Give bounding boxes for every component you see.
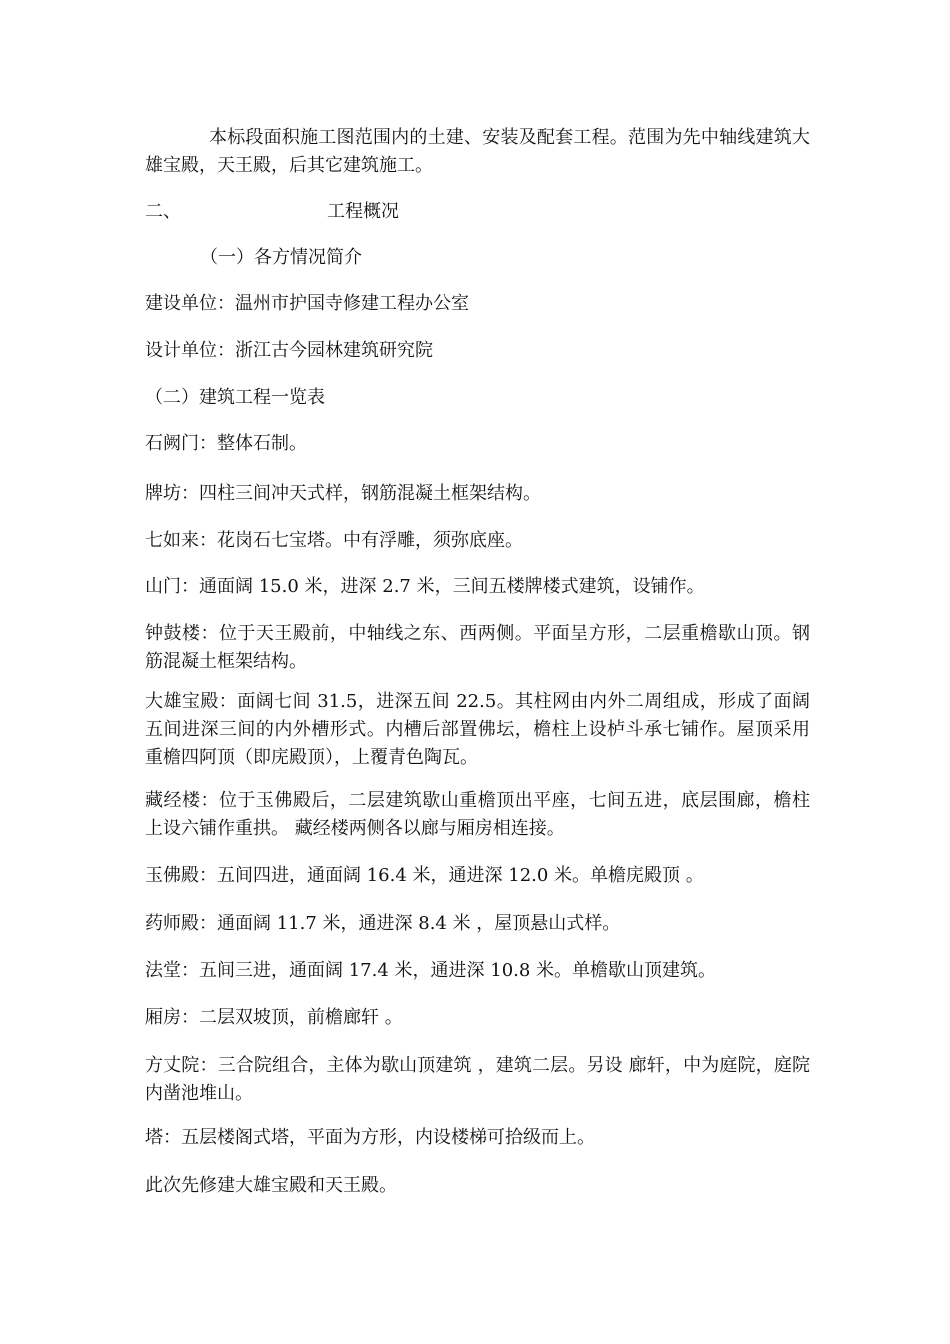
list-item-abbot-courtyard: 方丈院：三合院组合，主体为歇山顶建筑 ，建筑二层。另设 廊轩，中为庭院，庭院内凿池堆山。 <box>145 1055 810 1104</box>
list-item-medicine-buddha-hall: 药师殿：通面阔 11.7 米，通进深 8.4 米 ，屋顶悬山式样。 <box>145 913 621 934</box>
list-item-archway: 牌坊：四柱三间冲天式样，钢筋混凝土框架结构。 <box>145 483 541 504</box>
list-item-pagoda: 塔：五层楼阁式塔，平面为方形，内设楼梯可拾级而上。 <box>145 1127 595 1148</box>
section-title: 工程概况 <box>327 201 399 222</box>
subsection-heading-parties: （一）各方情况简介 <box>200 247 362 268</box>
owner-line: 建设单位：温州市护国寺修建工程办公室 <box>145 293 469 314</box>
list-item-main-hall: 大雄宝殿：面阔七间 31.5，进深五间 22.5。其柱网由内外二周组成，形成了面阔五间进深三间的内外槽形式。内槽后部置佛坛，檐柱上设栌斗承七铺作。屋顶采用重檐四阿顶（即庑殿顶），上覆青色陶瓦。 <box>145 691 810 768</box>
list-item-jade-buddha-hall: 玉佛殿：五间四进，通面阔 16.4 米，通进深 12.0 米。单檐庑殿顶 。 <box>145 865 704 886</box>
list-item-seven-buddhas: 七如来：花岗石七宝塔。中有浮雕，须弥底座。 <box>145 530 523 551</box>
list-item-dharma-hall: 法堂：五间三进，通面阔 17.4 米，通进深 10.8 米。单檐歇山顶建筑。 <box>145 960 717 981</box>
scope-paragraph: 本标段面积施工图范围内的土建、安装及配套工程。范围为先中轴线建筑大雄宝殿，天王殿，后其它建筑施工。 <box>145 127 810 176</box>
subsection-heading-buildings: （二）建筑工程一览表 <box>145 387 325 408</box>
list-item-mountain-gate: 山门：通面阔 15.0 米，进深 2.7 米，三间五楼牌楼式建筑，设铺作。 <box>145 576 705 597</box>
list-item-bell-drum-tower: 钟鼓楼：位于天王殿前，中轴线之东、西两侧。平面呈方形，二层重檐歇山顶。钢筋混凝土框架结构。 <box>145 623 810 672</box>
list-item-side-rooms: 厢房：二层双坡顶，前檐廊轩 。 <box>145 1007 403 1028</box>
list-item-scripture-library: 藏经楼：位于玉佛殿后，二层建筑歇山重檐顶出平座，七间五进，底层围廊，檐柱上设六铺作重拱。 藏经楼两侧各以廊与厢房相连接。 <box>145 790 810 839</box>
section-number: 二、 <box>145 201 181 222</box>
closing-line: 此次先修建大雄宝殿和天王殿。 <box>145 1175 397 1196</box>
list-item-stone-gate: 石阙门：整体石制。 <box>145 433 307 454</box>
designer-line: 设计单位：浙江古今园林建筑研究院 <box>145 340 433 361</box>
